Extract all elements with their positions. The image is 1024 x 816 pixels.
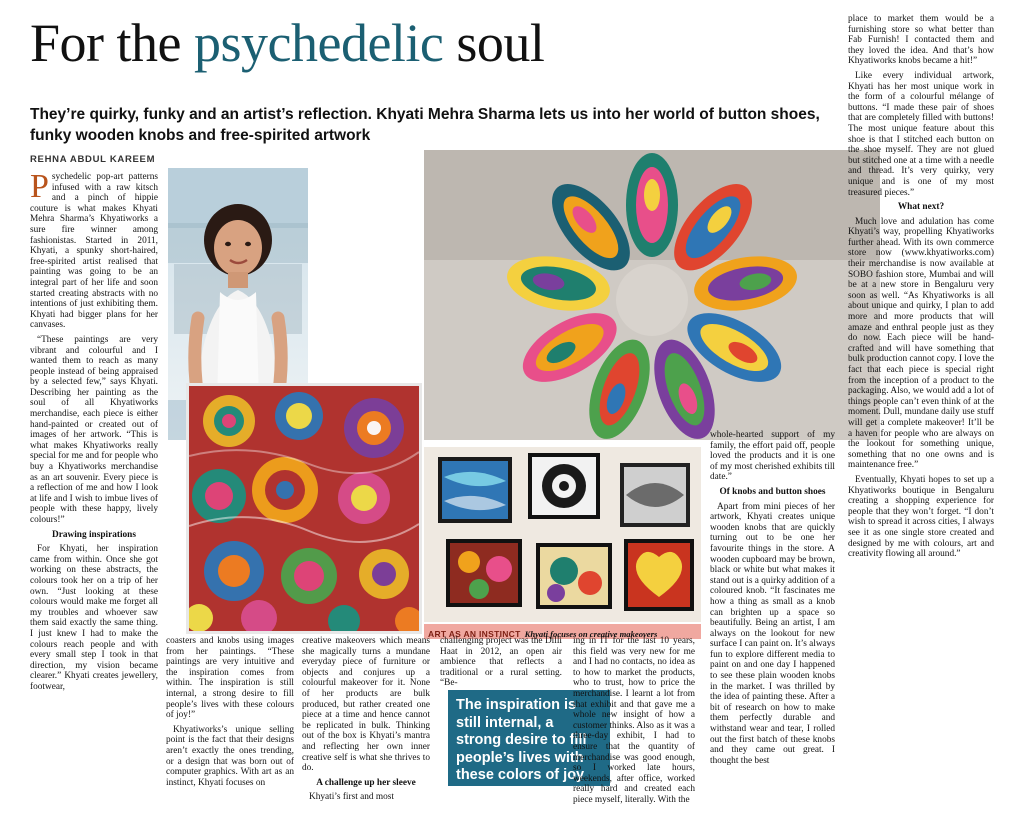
- paragraph: Khyatiworks’s unique selling point is the fact that their designs aren’t exactly the ones trending, or a design that was born out of computer graphics. With art as an instinct, Khyati focuses on: [166, 724, 294, 788]
- subheading: What next?: [897, 202, 945, 213]
- drop-cap: P: [30, 168, 49, 205]
- headline-accent: psychedelic: [194, 13, 444, 73]
- button-shoes-image: [424, 150, 880, 440]
- article-column-2: [166, 636, 294, 792]
- paragraph: Eventually, Khyati hopes to set up a Khyatiworks boutique in Bengaluru creating a shopping experience for people that they won’t forget. “I don’t wish to spread it across cities, I always see it as one single store created and designed by me with colours, art and creativity flowing all around.”: [848, 474, 994, 560]
- subheading: A challenge up her sleeve: [316, 777, 416, 788]
- paragraph: coasters and knobs using images from her paintings. “These paintings are very intuitive and the inspiration comes from within. The inspiration is still internal, a strong desire to fill people’s lives with these colours of joy!”: [166, 636, 294, 721]
- abstract-painting-image: [186, 383, 422, 634]
- article-column-5: [573, 636, 695, 810]
- paragraph: ing in IT for the last 10 years, this field was very new for me and I had no contacts, no idea as to how to market the products, who to trust, how to price the merchandise. I learnt a lot from that exhibit and that gave me a whole new insight of how a customer thinks. Also as it was a three-day exhibit, I had to ensure that the quantity of merchandise was good enough, so I worked late hours, weekends, after office, worked really hard and created each piece myself, literally. With the: [573, 636, 695, 805]
- paragraph: challenging project was the Dilli Haat in 2012, an open air ambience that reflects a traditional or a rural setting. “Be-: [440, 636, 562, 689]
- paragraph: Like every individual artwork, Khyati has her most unique work in the form of a colourful mélange of buttons. “I made these pair of shoes that are completely filled with buttons! The most unique feature about this shoe is that I stitched each button on the shoe myself. They are not glued but stitched one at a time with a needle and thread. It’s very quirky, very unique and is one of my most treasured pieces.”: [848, 70, 994, 198]
- headline-part1: For the: [30, 13, 194, 73]
- paragraph: Apart from mini pieces of her artwork, Khyati creates unique wooden knobs that are quickly turning out to be one her favourite things in the store. A wooden cupboard may be brown, black or white but what makes it stand out is a quirky addition of a coloured knob. “It fascinates me how a thing as small as a knob can brighten up a space so beautifully. Being an artist, I am always on the lookout for new surface I can paint on. It’s always fun to explore different media to paint on and one day I happened to see these plain wooden knobs in the market. I was thrilled by the idea of painting these. After a bit of research on how to make them perfectly durable and withstand wear and tear, I rolled out the first batch of these knobs and they came out great. I thought the best: [710, 501, 835, 766]
- paragraph: creative makeovers which means she magically turns a mundane everyday piece of furniture or objects and conjures up a colourful makeover for it. None of her products are bulk produced, but rather created one piece at a time and hence cannot be replicated in bulk. Thinking out of the box is Khyati’s mantra and reflecting her own inner creative self is what she thrives to do.: [302, 636, 430, 774]
- byline: REHNA ABDUL KAREEM: [30, 154, 156, 165]
- page-title: [30, 14, 850, 72]
- article-deck: They’re quirky, funky and an artist’s reflection. Khyati Mehra Sharma lets us into her world of button shoes, funky wooden knobs and free-spirited artwork: [30, 106, 820, 144]
- article-column-4: [440, 636, 562, 693]
- article-column-3: [302, 636, 430, 807]
- subheading: Drawing inspirations: [52, 529, 136, 540]
- paragraph: place to market them would be a furnishing store so what better than Fab Furnish! I contacted them and they loved the idea. And that’s how Khyatiworks knobs became a hit!”: [848, 14, 994, 67]
- paragraph: sychedelic pop-art patterns infused with a raw kitsch and a pinch of hippie couture is what makes Khyati Mehra Sharma’s Khyatiworks a sure fire winner among fashionistas. Started in 2011, Khyati, a spunky short-haired, free-spirited artist realised that painting was going to be an integral part of her life and soon started creating abstracts with no intentions of just exhibiting them. Khyati had bigger plans for her canvases.: [30, 172, 158, 331]
- pull-quote: The inspiration is still internal, a strong desire to fill people’s lives with these colors of joy: [448, 690, 610, 786]
- paragraph: Khyati’s first and most: [309, 792, 394, 803]
- article-column-6: [710, 430, 835, 770]
- caption-text: Khyati focuses on creative makeovers: [524, 629, 658, 639]
- headline-part2: soul: [443, 13, 545, 73]
- coasters-image: [424, 447, 701, 622]
- caption-label: ART AS AN INSTINCT: [428, 629, 521, 639]
- paragraph: Much love and adulation has come Khyati’s way, propelling Khyatiworks further ahead. With its own commerce store now (www.khyatiworks.com) their merchandise is now available at SOBO fashion store, Mumbai and will be at a new store in Bengaluru very soon as well. “As Khyatiworks is all about unique and quirky, I plan to add more and more products that will amaze and enthral people just as they do now. Each piece will be hand-crafted and will have something that bulk production cannot copy. I love the fact that each piece is special right from the inception of a product to the packaging. Also, we would add a lot of things people can’t even think of at the moment. Dull, mundane daily use stuff will get a complete makeover! It’ll be a haven for people who are always on the lookout for something unique, something that no one owns and is maintenance free.”: [848, 216, 994, 471]
- article-column-7: [848, 14, 994, 564]
- paragraph: “These paintings are very vibrant and colourful and I wanted them to reach as many people instead of being appraised by a selected few,” says Khyati. Describing her painting as the soul of all Khyatiworks merchandise, each piece is either hand-painted or created out of images of her artwork. “This is what makes Khyatiworks really special for me and for people who buy a Khyatiworks merchandise as an art souvenir. Every piece is a reflection of me and how I look at life and I wish to imbue lives of people with these happy, lively colours!”: [30, 334, 158, 525]
- article-column-1: [30, 168, 158, 693]
- subheading: Of knobs and button shoes: [719, 486, 826, 497]
- paragraph: For Khyati, her inspiration came from within. Once she got working on these abstracts, the colours took her on a trip of her own. “Just looking at these colours would make me forget all my troubles and whoever saw them said exactly the same thing. I just knew I had to make the colours reach people and with every small step I took in that direction, my vision became clearer.” Khyati creates jewellery, footwear,: [30, 544, 158, 692]
- paragraph: whole-hearted support of my family, the effort paid off, people loved the products and it is one of my most cherished exhibits till date.”: [710, 430, 835, 483]
